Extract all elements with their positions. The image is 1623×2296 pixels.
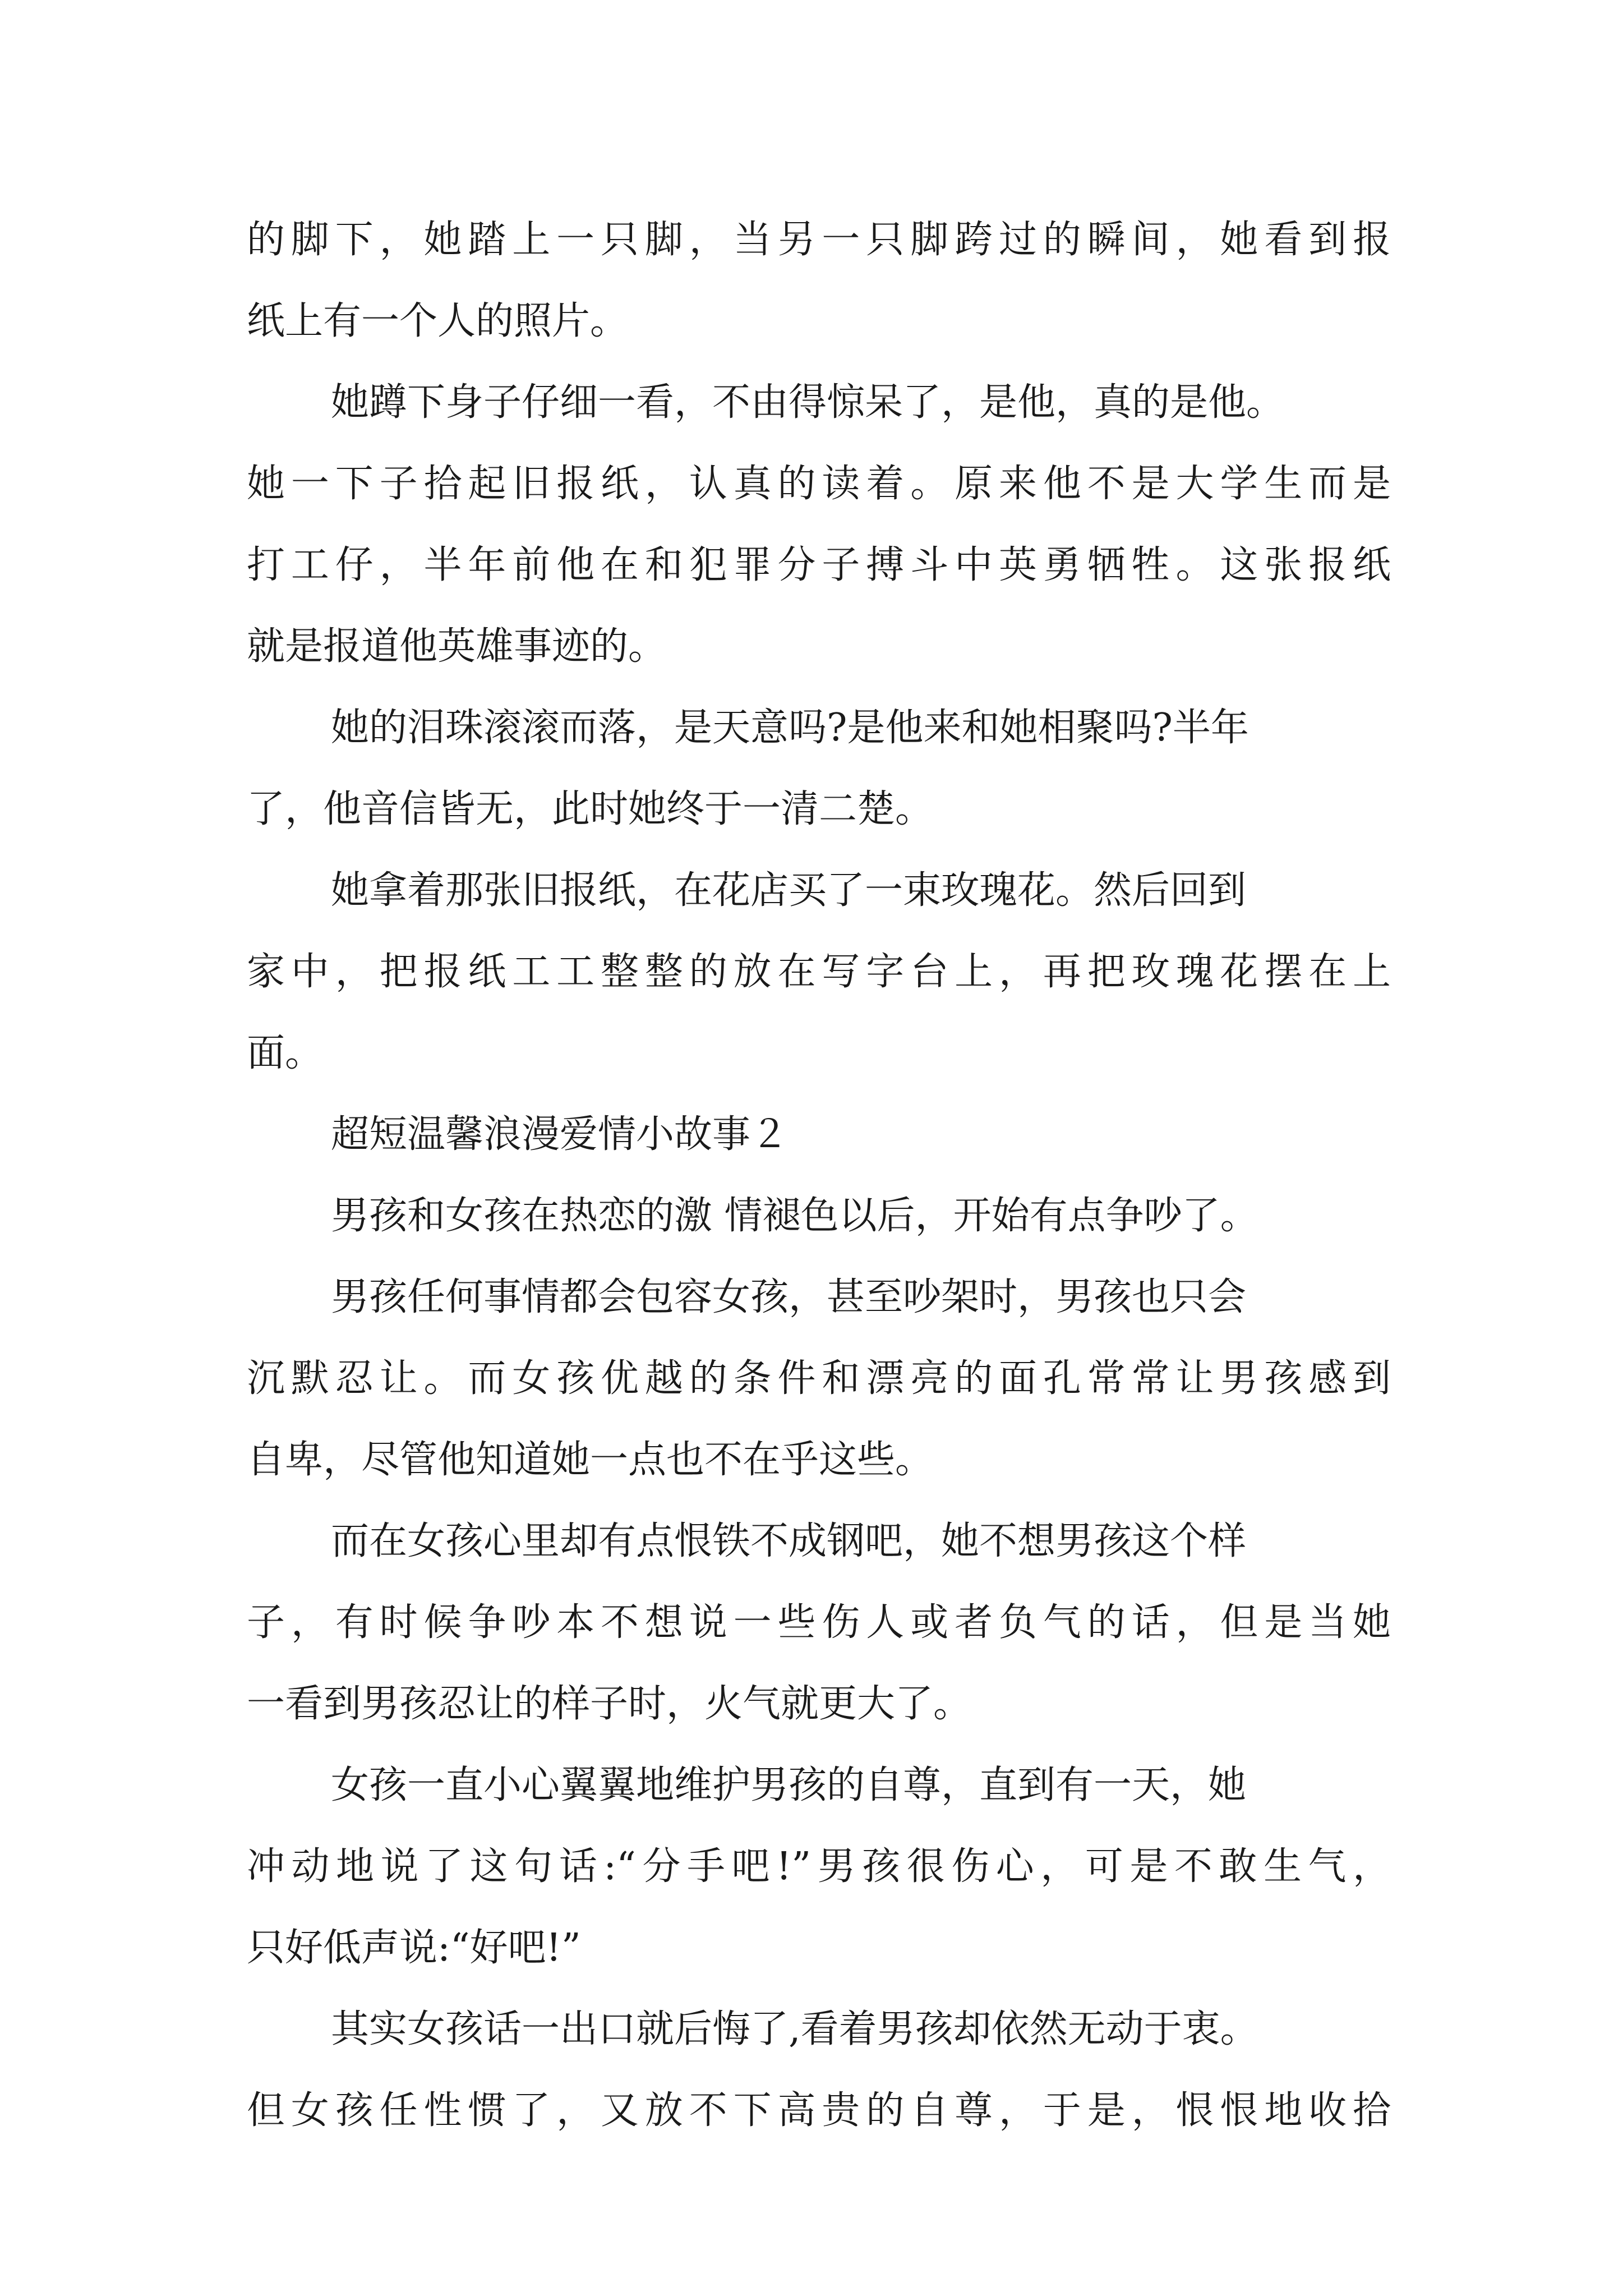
text-line: 冲动地说了这句话:“分手吧!”男孩很伤心，可是不敢生气， (247, 1844, 1391, 1889)
text-line: 女孩一直小心翼翼地维护男孩的自尊，直到有一天，她 (331, 1763, 1247, 1807)
text-line: 纸上有一个人的照片。 (247, 299, 629, 343)
text-line: 自卑，尽管他知道她一点也不在乎这些。 (247, 1438, 934, 1482)
text-line: 打工仔，半年前他在和犯罪分子搏斗中英勇牺牲。这张报纸 (247, 543, 1391, 587)
text-line: 其实女孩话一出口就后悔了,看着男孩却依然无动于衷。 (331, 2007, 1258, 2051)
text-line: 但女孩任性惯了，又放不下高贵的自尊，于是，恨恨地收拾 (247, 2088, 1391, 2133)
text-line: 沉默忍让。而女孩优越的条件和漂亮的面孔常常让男孩感到 (247, 1356, 1391, 1401)
text-line: 她拿着那张旧报纸，在花店买了一束玫瑰花。然后回到 (331, 868, 1247, 913)
text-line: 了，他音信皆无，此时她终于一清二楚。 (247, 787, 934, 831)
text-line: 她的泪珠滚滚而落，是天意吗?是他来和她相聚吗?半年 (331, 706, 1249, 750)
text-line: 子，有时候争吵本不想说一些伤人或者负气的话，但是当她 (247, 1600, 1391, 1645)
section-heading: 超短温馨浪漫爱情小故事２ (331, 1112, 789, 1157)
text-line: 一看到男孩忍让的样子时，火气就更大了。 (247, 1682, 972, 1726)
document-body (247, 199, 1391, 2151)
text-line: 面。 (247, 1031, 324, 1075)
text-line: 男孩和女孩在热恋的激 情褪色以后，开始有点争吵了。 (331, 1194, 1258, 1238)
text-line: 她一下子拾起旧报纸，认真的读着。原来他不是大学生而是 (247, 462, 1391, 506)
text-line: 而在女孩心里却有点恨铁不成钢吧，她不想男孩这个样 (331, 1519, 1247, 1563)
text-line: 男孩任何事情都会包容女孩，甚至吵架时，男孩也只会 (331, 1275, 1247, 1319)
text-line: 就是报道他英雄事迹的。 (247, 624, 667, 669)
text-line: 家中，把报纸工工整整的放在写字台上，再把玫瑰花摆在上 (247, 950, 1391, 994)
text-line: 只好低声说:“好吧!” (247, 1926, 581, 1970)
text-line: 的脚下，她踏上一只脚，当另一只脚跨过的瞬间，她看到报 (247, 218, 1391, 262)
text-line: 她蹲下身子仔细一看，不由得惊呆了，是他，真的是他。 (331, 380, 1285, 425)
